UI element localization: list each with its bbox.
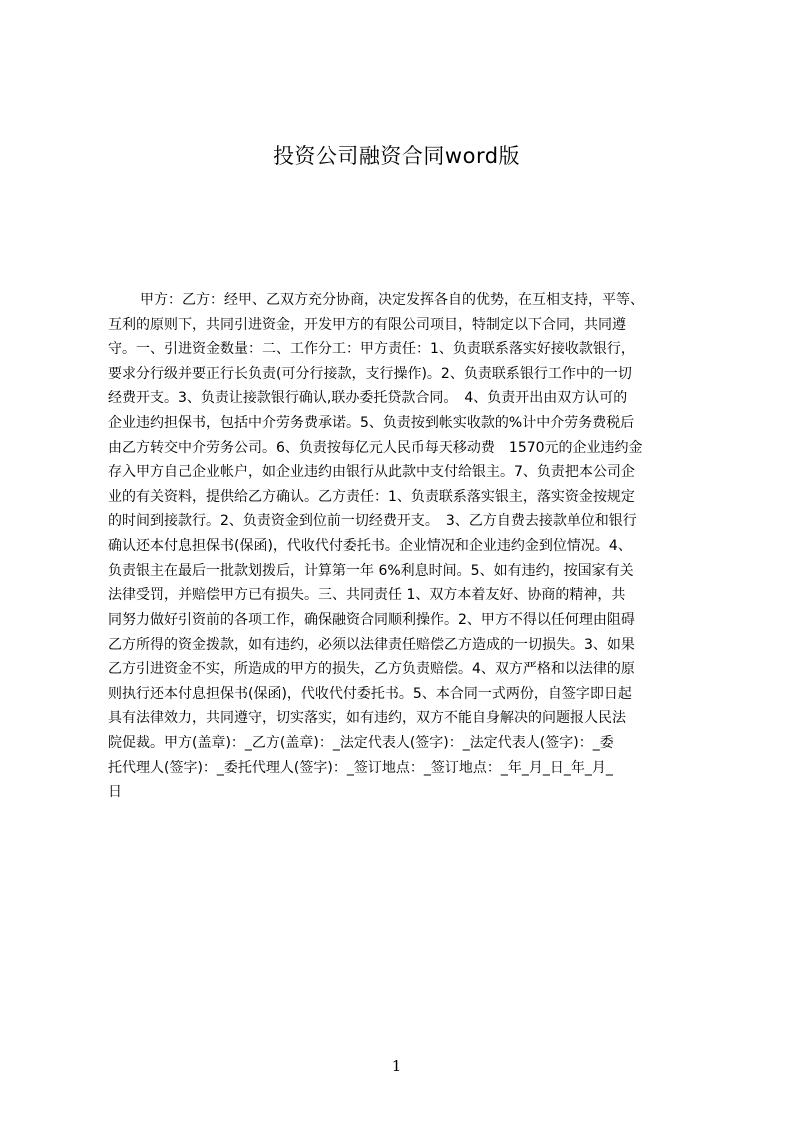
page-number: 1 xyxy=(391,1057,402,1075)
body-line: 负责银主在最后一批款划拨后，计算第一年 6%利息时间。5、如有违约，按国家有关 xyxy=(108,562,634,579)
body-line: 由乙方转交中介劳务公司。6、负责按每亿元人民币每天移动费 1570元的企业违约金 xyxy=(108,439,643,456)
body-line: 守。一、引进资金数量：二、工作分工：甲方责任：1、负责联系落实好接收款银行， xyxy=(108,341,635,358)
body-line: 要求分行级并要正行长负责(可分行接款，支行操作)。2、负责联系银行工作中的一切 xyxy=(108,365,632,382)
body-line: 甲方：乙方：经甲、乙双方充分协商，决定发挥各自的优势，在互相支持，平等、 xyxy=(140,292,644,308)
body-line: 法律受罚，并赔偿甲方已有损失。三、共同责任 1、双方本着友好、协商的精神，共 xyxy=(108,587,626,604)
body-line: 存入甲方自己企业帐户，如企业违约由银行从此款中支付给银主。7、负责把本公司企 xyxy=(108,464,635,481)
contract-body xyxy=(108,288,698,848)
body-line: 日 xyxy=(108,784,122,801)
body-line: 乙方所得的资金拨款，如有违约，必须以法律责任赔偿乙方造成的一切损失。3、如果 xyxy=(108,636,635,653)
body-line: 同努力做好引资前的各项工作，确保融资合同顺利操作。2、甲方不得以任何理由阻碍 xyxy=(108,611,635,628)
body-line: 的时间到接款行。2、负责资金到位前一切经费开支。 3、乙方自费去接款单位和银行 xyxy=(108,513,637,530)
body-line: 确认还本付息担保书(保函)，代收代付委托书。企业情况和企业违约金到位情况。4、 xyxy=(108,538,632,555)
body-line: 业的有关资料，提供给乙方确认。乙方责任：1、负责联系落实银主，落实资金按规定 xyxy=(108,488,635,505)
body-line: 托代理人(签字)：_委托代理人(签字)：_签订地点：_签订地点：_年_月_日_年_月_ xyxy=(108,759,613,776)
document-title: 投资公司融资合同word版 xyxy=(272,144,521,168)
body-line: 互利的原则下，共同引进资金，开发甲方的有限公司项目，特制定以下合同，共同遵 xyxy=(108,316,626,333)
body-line: 则执行还本付息担保书(保函)，代收代付委托书。5、本合同一式两份，自签字即日起 xyxy=(108,685,632,702)
body-line: 院促裁。甲方(盖章)：_乙方(盖章)：_法定代表人(签字)：_法定代表人(签字)：_委 xyxy=(108,734,614,751)
body-line: 企业违约担保书，包括中介劳务费承诺。5、负责按到帐实收款的%计中介劳务费税后 xyxy=(108,415,635,432)
body-line: 乙方引进资金不实，所造成的甲方的损失，乙方负责赔偿。4、双方严格和以法律的原 xyxy=(108,661,635,678)
body-line: 经费开支。3、负责让接款银行确认,联办委托贷款合同。 4、负责开出由双方认可的 xyxy=(108,390,628,407)
body-line: 具有法律效力，共同遵守，切实落实，如有违约，双方不能自身解决的问题报人民法 xyxy=(108,710,626,727)
